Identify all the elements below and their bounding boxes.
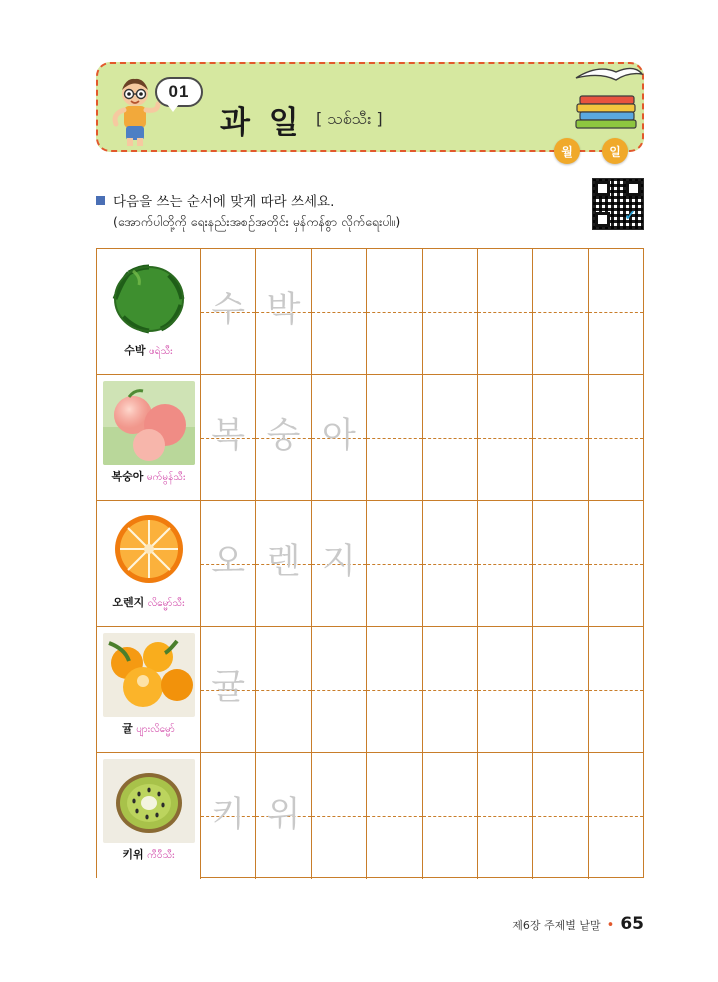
word-image-cell [97,753,201,879]
trace-cell[interactable] [367,249,422,374]
trace-cell[interactable] [478,753,533,879]
word-myanmar: ကီဝီသီး [147,850,175,861]
trace-cell[interactable] [367,627,422,752]
instruction-block [96,190,556,233]
chip-month: 월 [554,138,580,164]
trace-cell[interactable] [256,375,311,500]
instruction-myanmar-text: (အောက်ပါတို့ကို ရေးနည်းအစဉ်အတိုင်း မှန်ကန်စွာ လိုက်ရေးပါ။) [113,214,401,229]
trace-cell[interactable] [256,501,311,626]
table-row [97,249,643,375]
trace-cell[interactable] [201,753,256,879]
trace-cell[interactable] [589,627,643,752]
word-caption [112,470,186,484]
trace-cell[interactable] [423,249,478,374]
trace-cell[interactable] [312,627,367,752]
trace-cell[interactable] [589,375,643,500]
trace-cell[interactable] [312,375,367,500]
unit-number: 01 [168,82,190,101]
word-myanmar: လိမ္မော်သီး [147,598,185,609]
word-korean: 복숭아 [111,470,144,483]
trace-char: 복 [211,416,246,456]
trace-cell[interactable] [533,627,588,752]
trace-cell[interactable] [201,627,256,752]
trace-cell[interactable] [312,249,367,374]
page-footer [512,914,644,934]
instruction-korean-text: 다음을 쓰는 순서에 맞게 따라 쓰세요. [113,194,335,210]
word-korean: 귤 [122,722,133,735]
kiwi-photo [103,759,195,843]
word-caption [122,848,174,862]
word-image-cell [97,627,201,752]
trace-cell[interactable] [256,249,311,374]
instruction-line-korean [96,190,556,210]
trace-char: 숭 [266,416,301,456]
trace-char: 귤 [211,668,246,708]
page-title-myanmar: [ သစ်သီး ] [316,109,383,128]
unit-banner-inner [98,64,642,159]
qr-finder-bottom-left [595,212,610,227]
trace-cell[interactable] [201,375,256,500]
trace-cell[interactable] [423,501,478,626]
word-image-cell [97,375,201,500]
unit-banner [96,62,644,159]
chip-day: 일 [602,138,628,164]
word-caption [122,722,175,736]
trace-char: 아 [322,416,356,456]
trace-cell[interactable] [256,753,311,879]
table-row [97,501,643,627]
footer-dot: • [606,918,615,933]
trace-cell[interactable] [312,753,367,879]
word-korean: 오렌지 [112,596,145,609]
trace-cell[interactable] [256,627,311,752]
trace-cell[interactable] [478,375,533,500]
stack-of-books-icon [564,56,650,142]
trace-char: 지 [322,542,356,582]
word-myanmar: မက်မွန်သီး [146,472,186,483]
word-myanmar: ပျားလိမ္မော် [136,724,175,735]
trace-cell[interactable] [367,375,422,500]
footer-chapter: 제6장 주제별 낱말 [512,919,601,932]
unit-number-bubble [155,77,203,107]
trace-cell[interactable] [533,375,588,500]
trace-cell[interactable] [201,249,256,374]
word-image-cell [97,249,201,374]
trace-char: 오 [211,542,246,582]
trace-cell[interactable] [423,753,478,879]
orange-photo [103,507,195,591]
trace-cell[interactable] [478,249,533,374]
tracing-worksheet-table [96,248,644,878]
table-row [97,753,643,879]
tangerine-photo [103,633,195,717]
word-korean: 수박 [124,344,146,357]
table-row [97,627,643,753]
trace-char: 키 [211,794,246,835]
trace-cell[interactable] [201,501,256,626]
watermelon-photo [103,255,195,339]
bullet-square-icon [96,196,105,205]
trace-cell[interactable] [367,753,422,879]
word-korean: 키위 [122,848,144,861]
trace-cell[interactable] [533,501,588,626]
trace-cell[interactable] [533,753,588,879]
trace-cell[interactable] [312,501,367,626]
word-caption [112,596,184,610]
qr-finder-top-right [626,181,641,196]
trace-char: 수 [211,290,246,330]
trace-cell[interactable] [589,753,643,879]
trace-cell[interactable] [533,249,588,374]
qr-code-icon[interactable] [592,178,644,230]
trace-cell[interactable] [423,375,478,500]
table-row [97,375,643,501]
trace-cell[interactable] [367,501,422,626]
page-title-korean: 과 일 [220,105,303,141]
date-chips [554,138,628,164]
qr-check-mark: ✓ [624,207,636,223]
trace-char: 위 [266,794,301,835]
word-image-cell [97,501,201,626]
trace-char: 렌 [266,542,301,582]
word-myanmar: ဖရဲသီး [149,346,173,357]
trace-cell[interactable] [589,249,643,374]
page-number: 65 [620,914,644,934]
trace-cell[interactable] [478,627,533,752]
word-caption [124,344,172,358]
peach-photo [103,381,195,465]
trace-char: 박 [266,290,301,330]
trace-cell[interactable] [423,627,478,752]
qr-finder-top-left [595,181,610,196]
trace-cell[interactable] [589,501,643,626]
trace-cell[interactable] [478,501,533,626]
